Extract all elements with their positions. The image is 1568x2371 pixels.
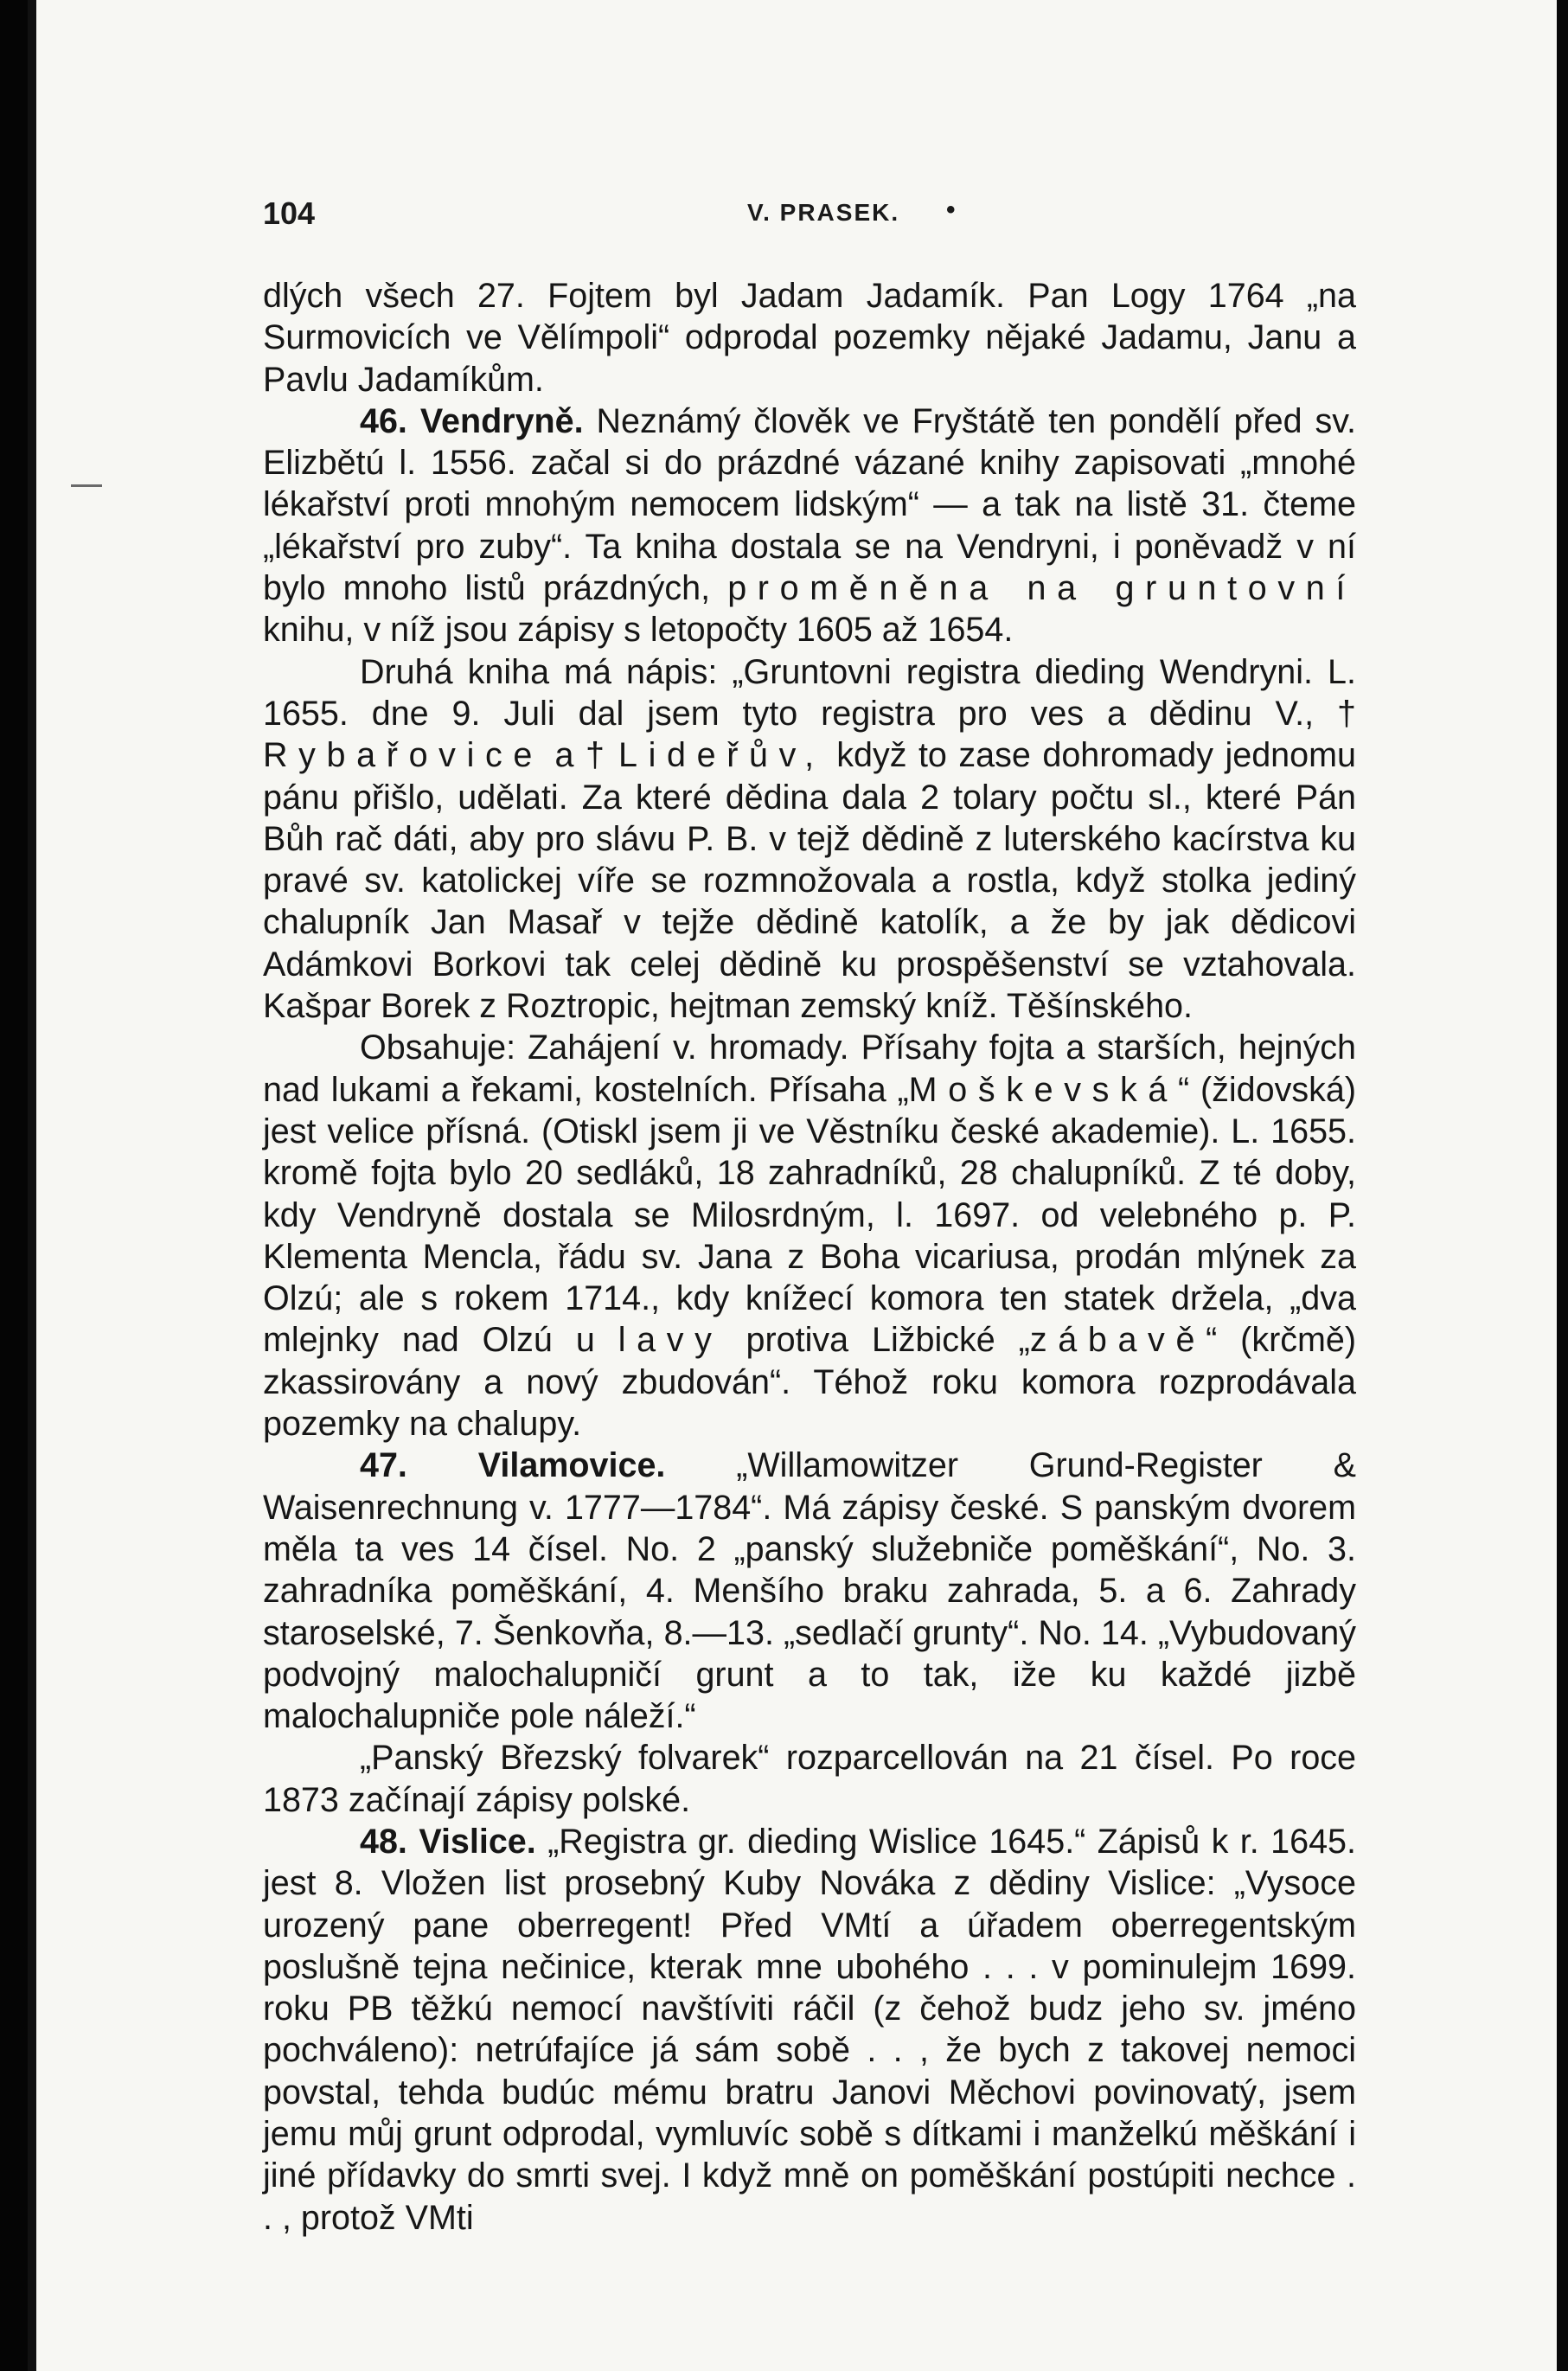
spaced-emphasis: zábavě: [1029, 1321, 1206, 1360]
entry-name: Vilamovice.: [477, 1446, 666, 1485]
paragraph-vislice: 48. Vislice. „Registra gr. dieding Wislice 1645.“ Zápisů k r. 1645. jest 8. Vložen list prosebný Kuby Nováka z dědiny Vislice: „Vysoce urozený pane oberregent! Před VMtí a úřadem oberregentským poslušně tejna nečinice, kterak mne ubohého . . . v pominulejm 1699. roku PB těžkú nemocí navštíviti ráčil (z čehož budz jeho sv. jméno pochváleno): netrúfajíce já sám sobě . . , že bych z takovej nemoci povstal, tehda budúc mému bratru Janovi Měchovi povinovatý, jsem jemu můj grunt odprodal, vymluvíc sobě s dítkami i manželkú měškání i jiné přídavky do smrti svej. I když mně on poměškání postúpiti nechce . . , protož VMti: [263, 1822, 1356, 2237]
paragraph-contents: Obsahuje: Zahájení v. hromady. Přísahy fojta a starších, hejných nad lukami a řekami, kostelních. Přísaha „Moškevská“ (židovská) jest velice přísná. (Otiskl jsem ji ve Věstníku české akademie). L. 1655. kromě fojta bylo 20 sedláků, 18 zahradníků, 28 chalupníků. Z té doby, kdy Vendryně dostala se Milosrdným, l. 1697. od velebného p. P. Klementa Mencla, řádu sv. Jana z Boha vicariusa, prodán mlýnek za Olzú; ale s rokem 1714., kdy knížecí komora ten statek držela, „dva mlejnky nad Olzú u lavy protiva Ližbické „zábavě“ (krčmě) zkassirovány a nový zbudován“. Téhož roku komora rozprodávala pozemky na chalupy.: [263, 1029, 1356, 1444]
page-sheet: [28, 0, 1557, 2371]
entry-number: 47.: [360, 1446, 407, 1485]
entry-number: 46.: [360, 401, 407, 440]
paragraph-vilamovice: 47. Vilamovice. „Willamowitzer Grund-Register & Waisenrechnung v. 1777—1784“. Má zápisy české. S panským dvorem měla ta ves 14 čísel. No. 2 „panský služebniče poměškání“, No. 3. zahradníka poměškání, 4. Menšího braku zahrada, 5. a 6. Zahrady staroselské, 7. Šenkovňa, 8.—13. „sedlačí grunty“. No. 14. „Vybudovaný podvojný malochalupničí grunt a to tak, iže ku každé jizbě malochalupniče pole náleží.“: [263, 1446, 1356, 1736]
spaced-emphasis: Rybařovice: [263, 736, 543, 775]
spaced-emphasis: Lideřův,: [618, 736, 825, 775]
spaced-emphasis: lavy: [618, 1321, 723, 1360]
entry-name: Vendryně.: [419, 401, 584, 440]
margin-mark: [71, 484, 102, 487]
page-number: 104: [263, 195, 316, 231]
entry-name: Vislice.: [419, 1822, 536, 1861]
scan-edge: [1557, 0, 1568, 2371]
paragraph-folvarek: „Panský Březský folvarek“ rozparcellován na 21 čísel. Po roce 1873 začínají zápisy polské.: [263, 1739, 1356, 1819]
spaced-emphasis: proměněna na gruntovní: [727, 569, 1356, 608]
paragraph-continuation: dlých všech 27. Fojtem byl Jadam Jadamík. Pan Logy 1764 „na Surmovicích ve Vělímpoli“ odprodal pozemky nějaké Jadamu, Janu a Pavlu Jadamíkům.: [263, 277, 1356, 399]
paragraph-second-book: Druhá kniha má nápis: „Gruntovni registra dieding Wendryni. L. 1655. dne 9. Juli dal jsem tyto registra pro ves a dědinu V., † Rybařovice a † Lideřův, když to zase dohromady jednomu pánu přišlo, udělati. Za které dědina dala 2 tolary počtu sl., které Pán Bůh rač dáti, aby pro slávu P. B. v tejž dědině z luterského kacírstva ku pravé sv. katolickej víře se rozmnožovala a rostla, když stolka jediný chalupník Jan Masař v tejže dědině katolík, a že by jak dědicovi Adámkovi Borkovi tak celej dědině ku prospěšenství se vztahovala. Kašpar Borek z Roztropic, hejtman zemský kníž. Těšínského.: [263, 652, 1356, 1026]
running-header: [263, 195, 1346, 239]
paragraph-vendryne: 46. Vendryně. Neznámý člověk ve Fryštátě ten pondělí před sv. Elizbětú l. 1556. začal si do prázdné vázané knihy zapisovati „mnohé lékařství proti mnohým nemocem lidským“ — a tak na listě 31. čteme „lékařství pro zuby“. Ta kniha dostala se na Vendryni, i poněvadž v ní bylo mnoho listů prázdných, proměněna na gruntovní knihu, v níž jsou zápisy s letopočty 1605 až 1654.: [263, 401, 1356, 650]
header-ornament: •: [946, 195, 956, 224]
entry-number: 48.: [360, 1822, 407, 1861]
body-text: [263, 275, 1356, 2239]
running-head-title: V. PRASEK.: [747, 199, 900, 226]
spaced-emphasis: Moškevská: [908, 1070, 1178, 1109]
